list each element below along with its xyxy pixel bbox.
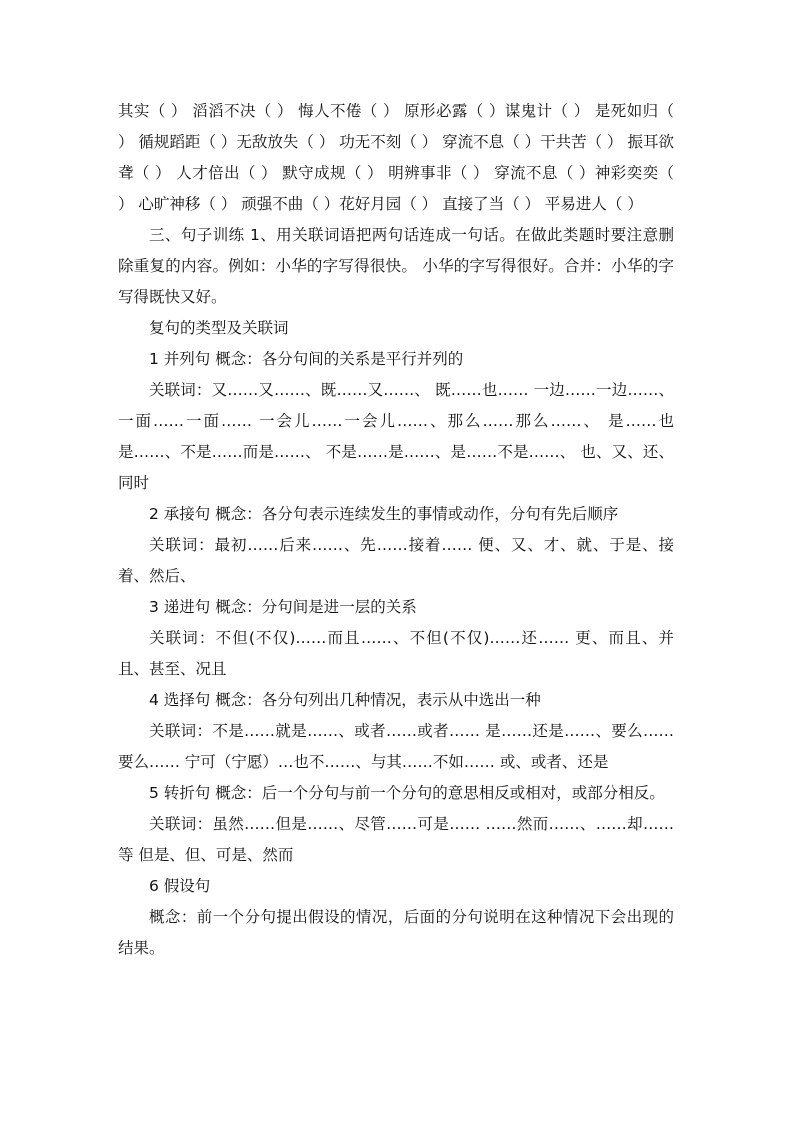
document-page (118, 96, 674, 964)
hypothetical-sentence-concept: 概念：前一个分句提出假设的情况，后面的分句说明在这种情况下会出现的结果。 (118, 908, 674, 957)
progressive-sentence-conjunctions: 关联词：不但(不仅)……而且……、不但(不仅)……还…… 更、而且、并且、甚至、况且 (118, 629, 674, 678)
adversative-sentence-concept: 5 转折句 概念：后一个分句与前一个分句的意思相反或相对，或部分相反。 (149, 784, 665, 802)
section-heading-complex-sentences: 复句的类型及关联词 (149, 319, 289, 337)
choice-sentence-conjunctions: 关联词：不是……就是……、或者……或者…… 是……还是……、要么……要么…… 宁可（宁愿）…也不……、与其……不如…… 或、或者、还是 (118, 722, 674, 771)
sequential-sentence-conjunctions: 关联词：最初……后来……、先……接着…… 便、又、才、就、于是、接着、然后、 (118, 536, 674, 585)
parallel-sentence-conjunctions: 关联词：又……又……、既……又……、 既……也…… 一边……一边……、一面……一面…… 一会儿……一会儿……、那么……那么……、 是……也是……、不是……而是……、 不是……是……、是……不是……、 也、又、还、同时 (118, 381, 674, 492)
hypothetical-sentence-heading: 6 假设句 (149, 877, 211, 895)
adversative-sentence-conjunctions: 关联词：虽然……但是……、尽管……可是…… ……然而……、……却……等 但是、但、可是、然而 (118, 815, 674, 864)
choice-sentence-concept: 4 选择句 概念：各分句列出几种情况，表示从中选出一种 (149, 691, 541, 709)
parallel-sentence-concept: 1 并列句 概念：各分句间的关系是平行并列的 (149, 350, 464, 368)
sentence-training-intro: 三、句子训练 1、用关联词语把两句话连成一句话。在做此类题时要注意删除重复的内容。例如：小华的字写得很快。 小华的字写得很好。合并：小华的字写得既快又好。 (118, 226, 674, 306)
progressive-sentence-concept: 3 递进句 概念：分句间是进一层的关系 (149, 598, 417, 616)
sequential-sentence-concept: 2 承接句 概念：各分句表示连续发生的事情或动作，分句有先后顺序 (149, 505, 619, 523)
idiom-correction-list: 其实（ ） 滔滔不决（ ） 悔人不倦（ ） 原形必露（ ）谋鬼计（ ） 是死如归（ ） 循规蹈距（ ）无敌放失（ ） 功无不刻（ ） 穿流不息（ ）干共苦（ ） 振耳欲聋（ ） 人才倍出（ ） 默守成规（ ） 明辨事非（ ） 穿流不息（ ）神彩奕奕（ ） 心旷神移（ ） 顽强不曲（ ）花好月园（ ） 直接了当（ ） 平易进人（ ） (118, 102, 674, 213)
